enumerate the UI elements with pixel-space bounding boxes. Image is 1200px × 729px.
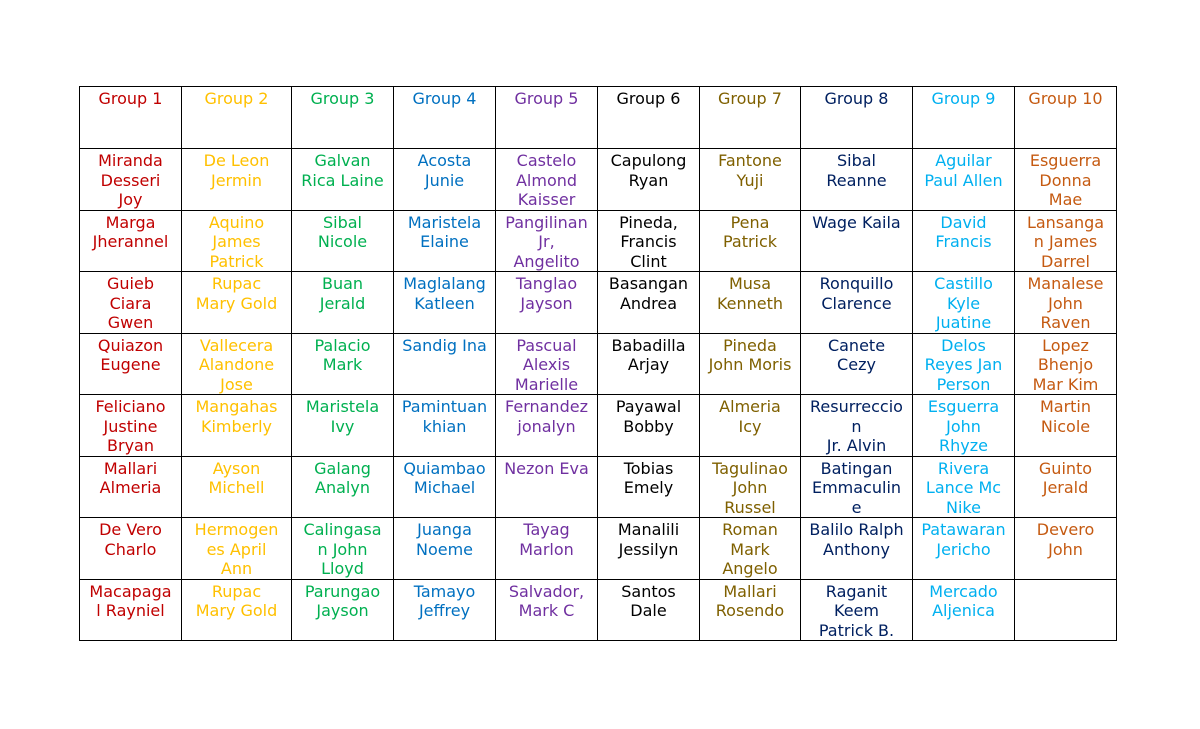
member-name-line: Aljenica [932,601,995,620]
member-name-line: John [1048,539,1083,559]
member-name-line: Keem [834,601,879,620]
member-name-line: Juatine [935,313,992,332]
group-header-6 [598,87,700,149]
member-cell [182,579,292,641]
member-cell [700,272,801,334]
group-header-label: Group 2 [204,89,269,108]
member-name-line: Nicole [317,232,368,251]
member-name-line: Aquino [208,212,265,232]
member-name-line: Batingan [820,458,893,478]
member-name-line: Reanne [826,170,887,190]
member-name-line: Alexis [522,355,571,374]
member-cell [496,149,598,211]
member-name-line: Russel [724,497,776,517]
member-name-line: Junie [424,170,465,190]
groups-table [79,86,1117,641]
member-name-line: Angelo [722,559,778,578]
member-name-line: Mallari [723,581,777,601]
member-cell [913,272,1015,334]
group-header-5 [496,87,598,149]
member-name-line: Musa [728,274,772,293]
member-name-line: Rhyze [939,436,988,455]
member-name-line: Sibal [322,212,362,232]
member-name-line: Acosta [417,151,472,170]
member-cell [292,456,394,518]
member-name-line: Clarence [821,293,892,313]
member-name-line: Person [936,374,991,394]
member-name-line: Marga [105,212,156,232]
member-name-line: Marlon [519,539,574,559]
member-cell [700,579,801,641]
member-name-line: Delos [941,335,986,355]
member-cell [292,518,394,580]
member-name-line: John Moris [708,355,792,374]
group-header-label: Group 1 [98,89,163,108]
member-cell [598,579,700,641]
member-name-line: Almond [515,170,578,190]
member-name-line: Castillo [934,274,993,293]
group-header-label: Group 10 [1028,89,1103,108]
member-cell [1015,149,1117,211]
header-row [80,87,1117,149]
group-header-10 [1015,87,1117,149]
member-cell [496,518,598,580]
member-name-line: Kimberly [200,416,272,436]
member-cell [80,395,182,457]
member-cell [1015,518,1117,580]
member-name-line: Fantone [718,151,782,170]
member-name-line: Ronquillo [819,274,894,293]
member-cell [182,210,292,272]
member-name-line: Patrick B. [818,620,895,640]
member-cell [700,456,801,518]
member-cell [292,579,394,641]
group-header-3 [292,87,394,149]
member-cell [598,395,700,457]
member-cell [292,272,394,334]
table-row [80,210,1117,272]
member-cell [801,395,913,457]
table-row [80,579,1117,641]
member-name-line: Santos [621,581,676,601]
member-name-line: Emmaculin [811,478,902,497]
member-name-line: John [946,416,981,436]
member-name-line: Balilo Ralph [809,520,904,539]
member-cell [394,272,496,334]
member-cell [182,395,292,457]
member-name-line: Ayson [212,458,261,478]
member-cell [80,333,182,395]
member-name-line: Guinto [1038,458,1093,478]
member-cell [182,518,292,580]
member-name-line: Tobias [623,458,674,478]
table-row [80,395,1117,457]
member-name-line: Katleen [414,293,475,313]
member-name-line: Marielle [514,374,579,394]
member-cell [394,456,496,518]
table-row [80,149,1117,211]
group-header-7 [700,87,801,149]
member-name-line: David [940,212,987,232]
member-name-line: Desseri [100,170,161,190]
member-name-line: Tamayo [413,581,476,601]
member-name-line: Capulong [610,151,687,170]
member-name-line: Galvan [314,151,371,170]
member-name-line: Michell [208,478,265,497]
group-header-label: Group 5 [514,89,579,108]
member-name-line: l Rayniel [96,601,165,620]
member-name-line: Nezon Eva [504,458,589,478]
member-name-line: Francis [620,232,677,251]
member-name-line: Bhenjo [1037,355,1094,374]
member-name-line: Gwen [107,313,154,332]
member-name-line: Mercado [929,581,998,601]
member-name-line: Roman [722,520,778,539]
member-name-line: Bryan [107,436,154,455]
member-name-line: Vallecera [199,335,274,355]
member-name-line: Jessilyn [618,539,679,559]
group-header-9 [913,87,1015,149]
member-name-line: John [732,478,768,497]
member-cell [182,272,292,334]
member-cell [700,518,801,580]
member-cell [394,210,496,272]
member-name-line: De Vero [99,520,162,539]
member-name-line: Ciara [109,293,152,313]
member-name-line: Salvador, [508,581,585,601]
member-name-line: Rivera [937,458,990,478]
member-name-line: Lloyd [321,559,364,578]
member-name-line: Alandone [198,355,275,374]
member-cell [496,395,598,457]
member-name-line: Canete [827,335,886,355]
member-cell [292,210,394,272]
member-name-line: Hermogen [194,520,279,539]
member-name-line: Pineda [723,335,777,355]
member-cell [598,272,700,334]
member-cell [700,395,801,457]
member-name-line: Raven [1040,313,1091,332]
group-header-label: Group 9 [931,89,996,108]
member-name-line: Manalese [1027,274,1104,293]
member-name-line: Tayag [523,520,570,539]
member-name-line: Palacio [314,335,371,355]
member-name-line: Tagulinao [712,458,788,478]
member-name-line: Babadilla [611,335,686,355]
member-name-line: Mark [730,539,770,559]
member-name-line: Ivy [330,416,355,436]
member-cell [80,518,182,580]
member-name-line: Almeria [99,478,162,497]
member-name-line: Maristela [305,397,380,416]
member-name-line: Nike [946,497,981,517]
member-cell [496,456,598,518]
member-name-line: Francis [935,232,992,251]
member-name-line: Mark [322,355,363,374]
member-name-line: Manalili [617,520,680,539]
member-name-line: Rupac [211,581,262,601]
member-cell [394,579,496,641]
member-name-line: Dale [630,601,667,620]
member-name-line: Devero [1036,520,1095,539]
member-name-line: Juanga [417,520,472,539]
table-row [80,456,1117,518]
member-cell [801,210,913,272]
member-name-line: Mark C [518,601,575,620]
member-name-line: Emely [623,478,674,497]
member-name-line: Donna [1039,170,1092,190]
member-name-line: Mangahas [195,397,278,416]
member-cell [182,149,292,211]
member-name-line: Ryan [628,170,669,190]
member-name-line: Pascual [516,335,577,355]
member-name-line: Michael [413,478,476,497]
member-name-line: Pena [730,212,770,232]
member-name-line: Jerald [319,293,366,313]
member-cell [913,579,1015,641]
group-header-label: Group 7 [718,89,782,108]
member-cell [801,579,913,641]
member-cell [913,149,1015,211]
member-cell [801,149,913,211]
member-name-line: Kyle [946,293,981,313]
member-name-line: Paul Allen [924,170,1003,190]
member-cell [913,333,1015,395]
table-row [80,272,1117,334]
member-name-line: James [212,232,261,251]
member-cell [598,149,700,211]
member-name-line: Fernandez [505,397,588,416]
member-name-line: Charlo [104,539,157,559]
member-name-line: Wage Kaila [812,212,901,232]
member-name-line: Martin [1039,397,1092,416]
member-name-line: Nicole [1040,416,1091,436]
member-name-line: Tanglao [515,274,578,293]
member-name-line: Jeffrey [418,601,471,620]
member-name-line: Bobby [623,416,674,436]
member-cell [1015,395,1117,457]
member-name-line: Kaisser [517,190,576,209]
member-cell [182,333,292,395]
member-name-line: n John [317,539,368,559]
member-cell [1015,579,1117,641]
member-name-line: jonalyn [517,416,576,436]
member-name-line: Maglalang [403,274,486,293]
member-cell [913,518,1015,580]
member-name-line: Quiazon [97,335,164,355]
member-name-line: Yuji [736,170,764,190]
member-name-line: Aguilar [935,151,992,170]
member-cell [913,395,1015,457]
table-row [80,518,1117,580]
member-name-line: Patrick [722,232,778,251]
member-name-line: Lansanga [1026,212,1105,232]
member-name-line: Calingasa [303,520,382,539]
member-cell [598,210,700,272]
member-cell [496,579,598,641]
member-name-line: Anthony [823,539,890,559]
member-cell [801,456,913,518]
member-cell [292,333,394,395]
member-name-line: Noeme [415,539,474,559]
member-name-line: Icy [738,416,762,436]
member-name-line: Jayson [316,601,369,620]
member-name-line: Reyes Jan [924,355,1003,374]
member-cell [80,456,182,518]
member-cell [801,518,913,580]
member-name-line: Darrel [1041,251,1090,271]
member-name-line: Guieb [107,274,154,293]
member-name-line: Pamintuan [401,397,488,416]
member-name-line: Clint [630,251,667,271]
member-cell [913,210,1015,272]
member-name-line: Jr. Alvin [826,436,887,455]
member-cell [1015,272,1117,334]
member-name-line: Andrea [619,293,678,313]
member-cell [394,333,496,395]
member-name-line: es April [206,539,267,559]
member-name-line: Esguerra [1029,151,1102,170]
member-name-line: n James [1033,232,1098,251]
member-name-line: Justine [103,416,158,436]
member-name-line: Basangan [608,274,689,293]
member-name-line: e [851,497,862,517]
member-cell [182,456,292,518]
member-cell [1015,210,1117,272]
member-cell [394,395,496,457]
member-name-line: Mary Gold [195,601,278,620]
member-name-line: Sibal [836,151,876,170]
member-name-line: n [851,416,862,436]
member-name-line: Angelito [513,251,580,271]
member-name-line: Rupac [211,274,262,293]
member-name-line: Quiambao [403,458,486,478]
member-name-line: Jose [220,374,253,394]
member-name-line: Mallari [103,458,158,478]
member-name-line: Buan [321,274,364,293]
member-name-line: Pangilinan [505,212,588,232]
member-cell [496,210,598,272]
member-name-line: Parungao [304,581,381,601]
member-cell [598,333,700,395]
member-cell [913,456,1015,518]
member-name-line: Sandig Ina [402,335,487,355]
member-cell [80,579,182,641]
member-name-line: khian [422,416,467,436]
member-cell [801,272,913,334]
member-name-line: Rica Laine [301,170,384,190]
group-header-2 [182,87,292,149]
member-cell [394,518,496,580]
member-name-line: Ann [220,559,253,578]
member-name-line: Jherannel [92,232,169,251]
member-name-line: Payawal [615,397,682,416]
member-name-line: Kenneth [716,293,784,313]
member-name-line: Jermin [210,170,263,190]
group-header-1 [80,87,182,149]
member-name-line: Elaine [420,232,469,251]
member-name-line: Miranda [98,151,163,170]
member-cell [598,456,700,518]
member-name-line: Raganit [825,581,888,601]
member-name-line: Almeria [719,397,781,416]
member-name-line: Jayson [520,293,573,313]
member-cell [80,149,182,211]
member-cell [292,149,394,211]
member-name-line: Patrick [209,251,264,271]
member-cell [80,210,182,272]
group-header-label: Group 6 [616,89,681,108]
member-name-line: Jerald [1042,478,1089,497]
member-cell [496,272,598,334]
group-header-8 [801,87,913,149]
member-cell [700,149,801,211]
member-name-line: Mar Kim [1032,374,1099,394]
member-name-line: Castelo [516,151,577,170]
member-name-line: Mae [1048,190,1083,209]
member-name-line: De Leon [203,151,270,170]
member-name-line: Mary Gold [195,293,278,313]
member-name-line: Resurreccio [810,397,903,416]
member-cell [80,272,182,334]
member-name-line: John [1048,293,1083,313]
member-cell [394,149,496,211]
member-name-line: Lopez [1042,335,1089,355]
member-name-line: Esguerra [927,397,1000,416]
member-cell [598,518,700,580]
member-name-line: Joy [118,190,143,209]
member-name-line: Analyn [315,478,370,497]
member-name-line: Galang [314,458,371,478]
member-cell [496,333,598,395]
member-name-line: Pineda, [619,212,678,232]
member-name-line: Eugene [100,355,161,374]
member-name-line: Feliciano [95,397,166,416]
member-cell [700,333,801,395]
member-name-line: Jr, [538,232,555,251]
member-name-line: Macapaga [89,581,172,601]
member-name-line: Jericho [936,539,991,559]
group-header-label: Group 3 [310,89,375,108]
member-name-line: Arjay [627,355,670,374]
member-cell [1015,333,1117,395]
member-cell [1015,456,1117,518]
member-name-line: Patawaran [921,520,1006,539]
member-cell [700,210,801,272]
group-header-label: Group 4 [412,89,477,108]
member-cell [801,333,913,395]
table-row [80,333,1117,395]
group-header-4 [394,87,496,149]
member-name-line: Lance Mc [925,478,1002,497]
group-header-label: Group 8 [824,89,889,108]
member-name-line: Cezy [837,355,876,374]
member-name-line: Rosendo [715,601,785,620]
member-name-line: Maristela [407,212,482,232]
member-cell [292,395,394,457]
